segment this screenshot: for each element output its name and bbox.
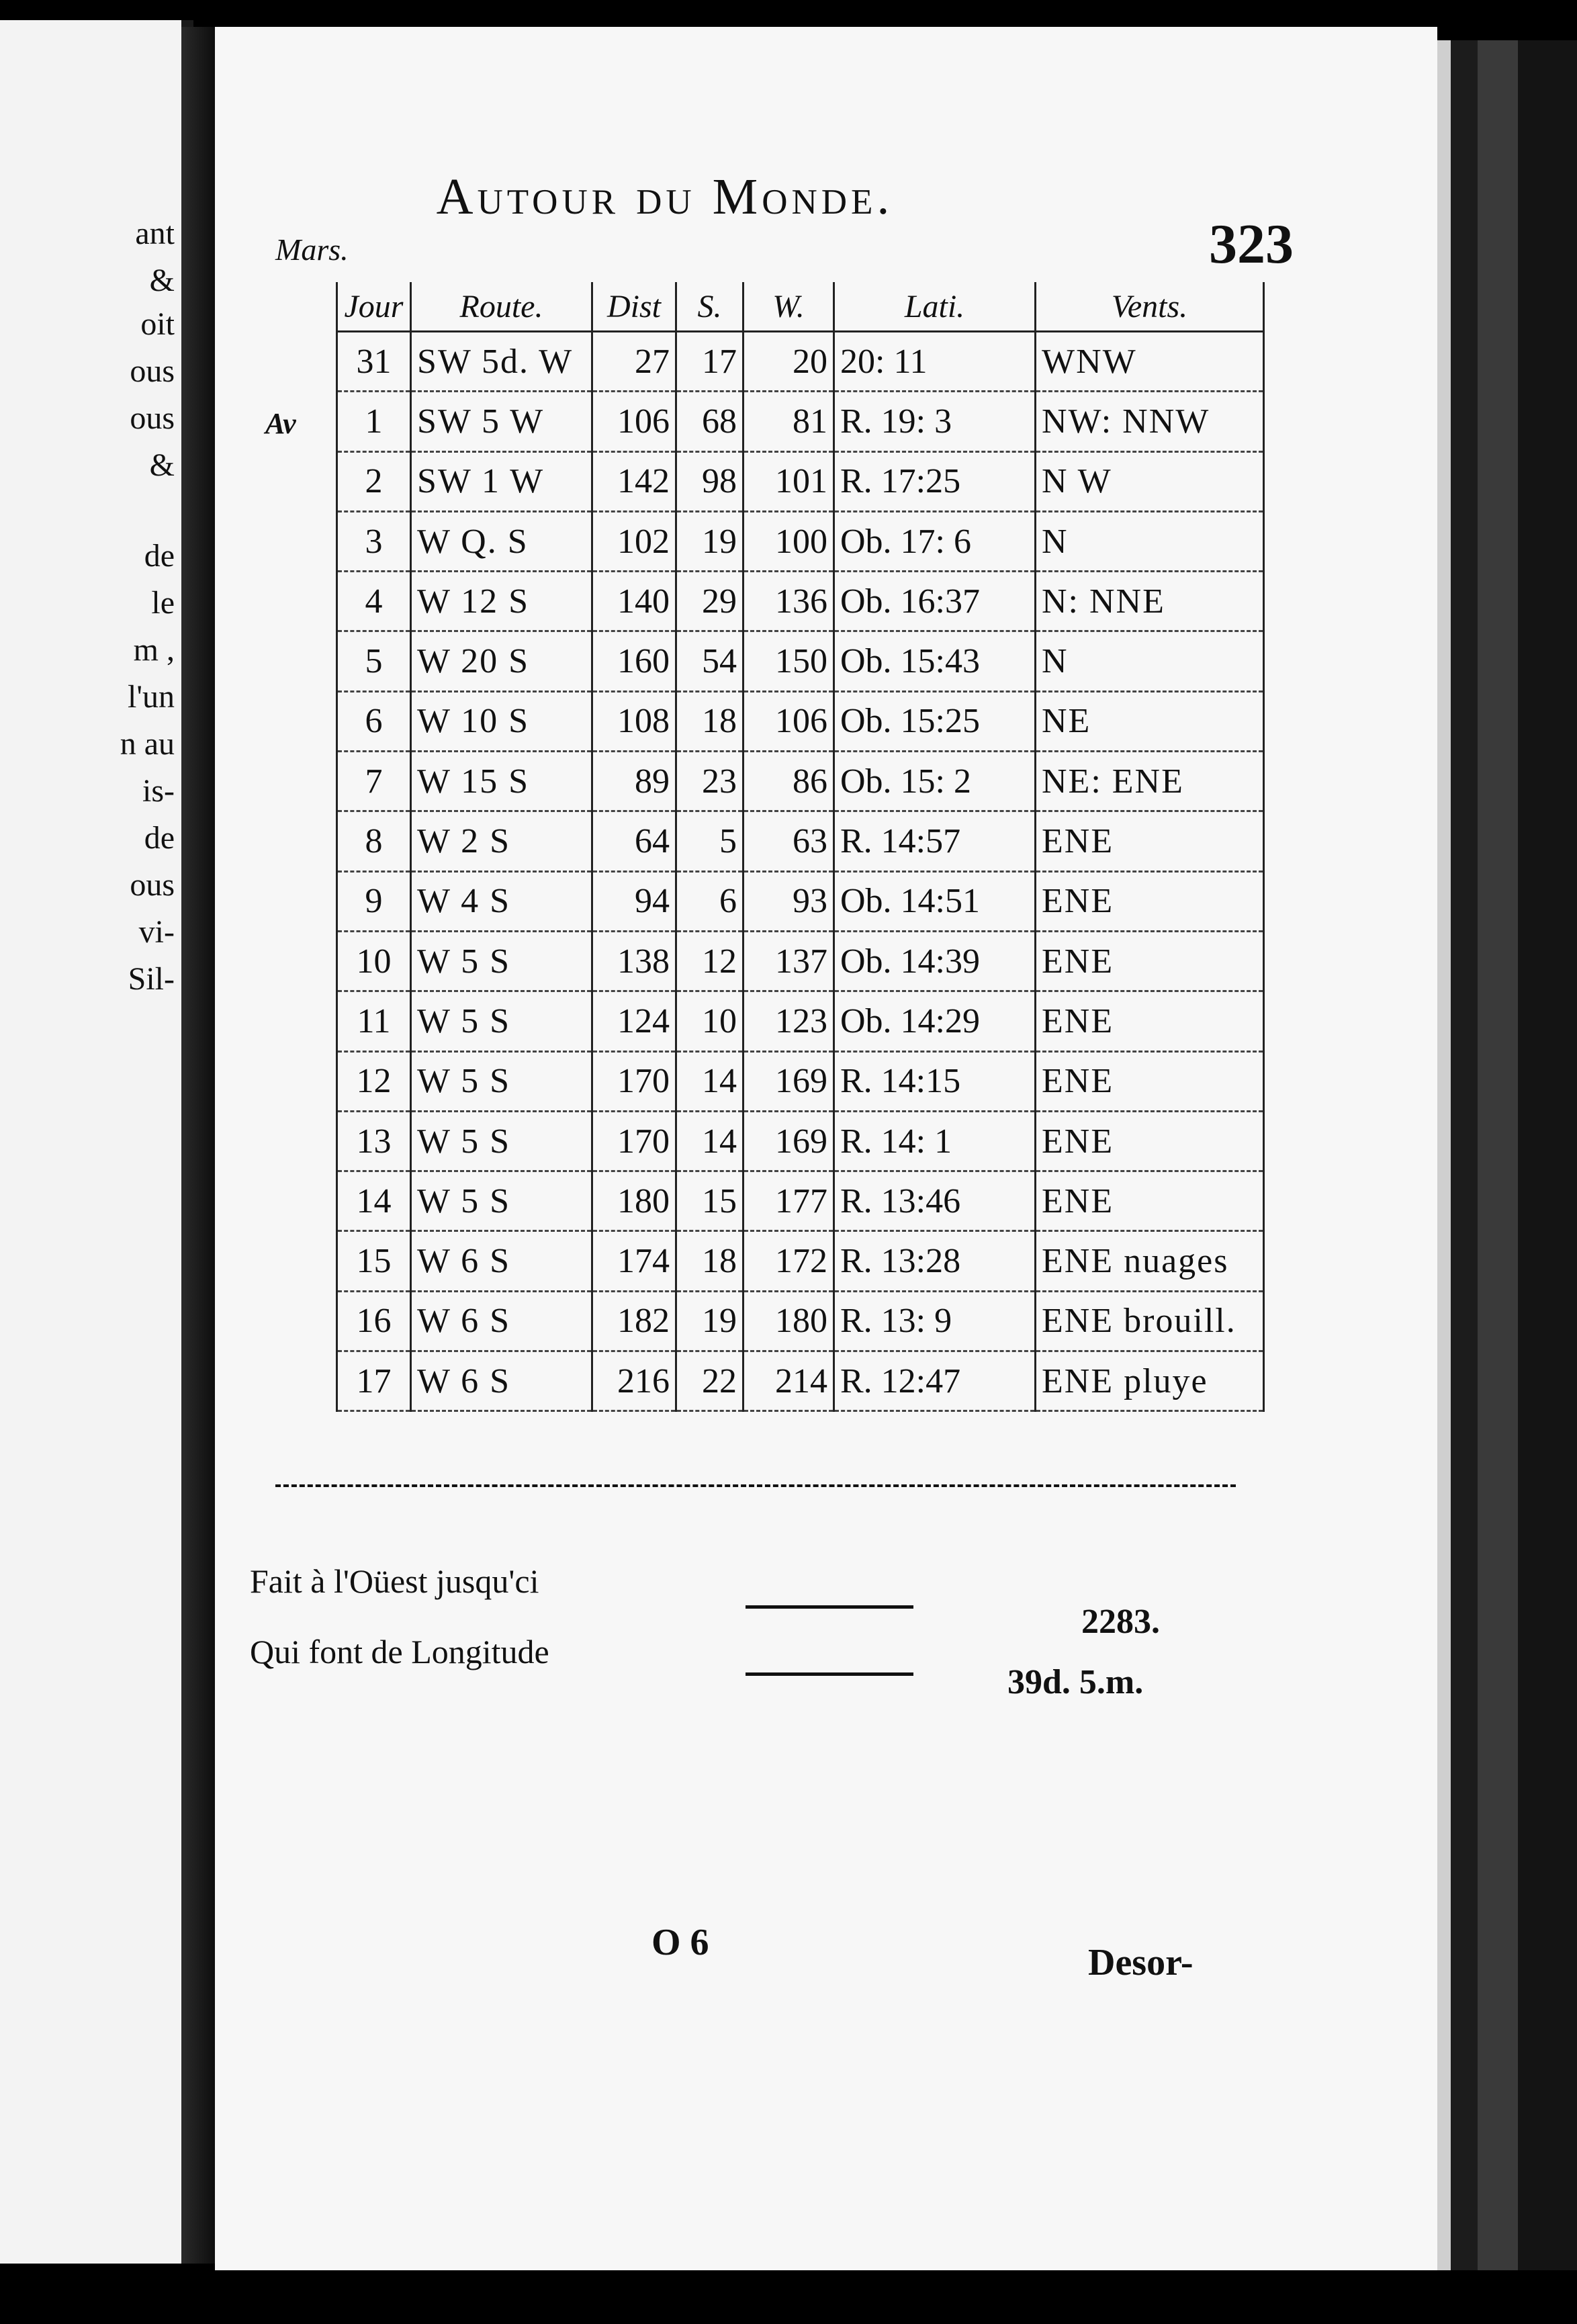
cell-latitude: Ob. 15: 2: [834, 752, 1036, 811]
cell-dist: 102: [592, 511, 676, 571]
left-page-fragment-text: de: [144, 820, 175, 856]
cell-day: 11: [337, 991, 411, 1051]
cell-route: SW 5 W: [411, 392, 592, 451]
header-jour: Jour: [337, 282, 411, 332]
cell-route: W 5 S: [411, 1171, 592, 1231]
cell-west: 20: [744, 332, 834, 392]
catchword: Desor-: [1088, 1942, 1193, 1983]
running-head: Autour du Monde.: [436, 169, 894, 225]
cell-west: 180: [744, 1291, 834, 1351]
cell-dist: 108: [592, 691, 676, 751]
cell-day: 3: [337, 511, 411, 571]
cell-route: W 15 S: [411, 752, 592, 811]
left-page-fragment-text: Sil-: [128, 961, 175, 997]
cell-dist: 106: [592, 392, 676, 451]
summary-label-longitude: Qui font de Longitude: [250, 1633, 549, 1670]
left-page-fragment-text: ant: [135, 216, 175, 251]
cell-day: 14: [337, 1171, 411, 1231]
cell-west: 63: [744, 811, 834, 871]
cell-dist: 216: [592, 1351, 676, 1411]
table-row: [337, 332, 1264, 392]
cell-winds: ENE pluye: [1036, 1351, 1264, 1411]
left-page-fragment-text: m ,: [133, 632, 175, 668]
table-row: [337, 572, 1264, 631]
cell-winds: NE: [1036, 691, 1264, 751]
table-row: [337, 1051, 1264, 1111]
table-row: [337, 871, 1264, 931]
cell-latitude: R. 13:28: [834, 1231, 1036, 1291]
header-route: Route.: [411, 282, 592, 332]
cell-south: 14: [676, 1051, 744, 1111]
cell-winds: NE: ENE: [1036, 752, 1264, 811]
cell-day: 2: [337, 451, 411, 511]
cell-west: 169: [744, 1111, 834, 1171]
left-page-fragment-text: ous: [130, 353, 175, 389]
left-page-fragment-text: le: [151, 585, 175, 621]
cell-south: 98: [676, 451, 744, 511]
header-s: S.: [676, 282, 744, 332]
header-lati: Lati.: [834, 282, 1036, 332]
cell-latitude: R. 13:46: [834, 1171, 1036, 1231]
table-header-row: [337, 282, 1264, 332]
cell-west: 150: [744, 631, 834, 691]
cell-winds: N: [1036, 631, 1264, 691]
cell-route: W 4 S: [411, 871, 592, 931]
table-row: [337, 1351, 1264, 1411]
cell-day: 16: [337, 1291, 411, 1351]
table-row: [337, 931, 1264, 991]
left-page-fragment-text: ous: [130, 867, 175, 903]
page-edge: [1437, 40, 1577, 2270]
cell-latitude: Ob. 14:29: [834, 991, 1036, 1051]
cell-south: 15: [676, 1171, 744, 1231]
cell-winds: ENE: [1036, 991, 1264, 1051]
cell-route: W Q. S: [411, 511, 592, 571]
cell-latitude: R. 14:15: [834, 1051, 1036, 1111]
cell-route: W 12 S: [411, 572, 592, 631]
table-end-rule: [275, 1484, 1236, 1487]
cell-latitude: R. 14:57: [834, 811, 1036, 871]
cell-west: 177: [744, 1171, 834, 1231]
left-page-fragment-text: oit: [140, 306, 175, 342]
cell-south: 22: [676, 1351, 744, 1411]
left-page-fragment-text: l'un: [128, 679, 175, 715]
cell-route: W 5 S: [411, 1111, 592, 1171]
cell-route: SW 5d. W: [411, 332, 592, 392]
book-gutter: [181, 27, 218, 2264]
cell-dist: 170: [592, 1111, 676, 1171]
cell-latitude: Ob. 17: 6: [834, 511, 1036, 571]
cell-west: 169: [744, 1051, 834, 1111]
month-label: Mars.: [275, 232, 349, 267]
cell-dist: 94: [592, 871, 676, 931]
cell-winds: N W: [1036, 451, 1264, 511]
table-row: [337, 1111, 1264, 1171]
left-page-fragment-text: ous: [130, 400, 175, 436]
table-row: [337, 451, 1264, 511]
cell-dist: 124: [592, 991, 676, 1051]
cell-south: 19: [676, 1291, 744, 1351]
cell-day: 6: [337, 691, 411, 751]
cell-winds: N: [1036, 511, 1264, 571]
table-row: [337, 691, 1264, 751]
cell-latitude: Ob. 15:25: [834, 691, 1036, 751]
table-row: [337, 392, 1264, 451]
cell-west: 214: [744, 1351, 834, 1411]
cell-winds: NW: NNW: [1036, 392, 1264, 451]
cell-south: 19: [676, 511, 744, 571]
summary-leader-1: [746, 1605, 913, 1609]
cell-south: 54: [676, 631, 744, 691]
cell-route: W 6 S: [411, 1231, 592, 1291]
table-row: [337, 811, 1264, 871]
cell-west: 86: [744, 752, 834, 811]
summary-value-longitude: 39d. 5.m.: [1007, 1663, 1144, 1701]
cell-dist: 89: [592, 752, 676, 811]
cell-latitude: Ob. 14:39: [834, 931, 1036, 991]
cell-latitude: Ob. 14:51: [834, 871, 1036, 931]
left-page-fragment: [0, 20, 193, 2264]
navigation-log-table: [336, 282, 1265, 1412]
page-number: 323: [1209, 213, 1294, 275]
cell-latitude: Ob. 16:37: [834, 572, 1036, 631]
cell-west: 137: [744, 931, 834, 991]
cell-west: 93: [744, 871, 834, 931]
cell-day: 1: [337, 392, 411, 451]
cell-west: 123: [744, 991, 834, 1051]
summary-label-west: Fait à l'Oüest jusqu'ci: [250, 1562, 539, 1600]
cell-south: 29: [676, 572, 744, 631]
cell-winds: ENE: [1036, 931, 1264, 991]
cell-west: 172: [744, 1231, 834, 1291]
table-row: [337, 631, 1264, 691]
cell-south: 12: [676, 931, 744, 991]
cell-winds: N: NNE: [1036, 572, 1264, 631]
cell-south: 18: [676, 1231, 744, 1291]
header-dist: Dist: [592, 282, 676, 332]
margin-label: Av: [265, 407, 296, 440]
cell-dist: 27: [592, 332, 676, 392]
cell-west: 101: [744, 451, 834, 511]
cell-latitude: R. 19: 3: [834, 392, 1036, 451]
cell-winds: ENE: [1036, 1051, 1264, 1111]
cell-day: 17: [337, 1351, 411, 1411]
cell-day: 13: [337, 1111, 411, 1171]
summary-leader-2: [746, 1672, 913, 1676]
cell-route: W 5 S: [411, 931, 592, 991]
cell-dist: 180: [592, 1171, 676, 1231]
cell-dist: 64: [592, 811, 676, 871]
cell-south: 6: [676, 871, 744, 931]
left-page-fragment-text: vi-: [138, 914, 175, 950]
cell-route: W 10 S: [411, 691, 592, 751]
left-page-fragment-text: n au: [120, 726, 175, 762]
cell-route: W 6 S: [411, 1291, 592, 1351]
cell-south: 18: [676, 691, 744, 751]
cell-day: 15: [337, 1231, 411, 1291]
cell-latitude: Ob. 15:43: [834, 631, 1036, 691]
cell-latitude: R. 13: 9: [834, 1291, 1036, 1351]
left-page-fragment-text: &: [149, 263, 175, 298]
cell-dist: 170: [592, 1051, 676, 1111]
cell-day: 9: [337, 871, 411, 931]
cell-latitude: R. 17:25: [834, 451, 1036, 511]
cell-day: 12: [337, 1051, 411, 1111]
table-row: [337, 1171, 1264, 1231]
table-body: [337, 332, 1264, 1411]
cell-route: W 5 S: [411, 991, 592, 1051]
cell-west: 81: [744, 392, 834, 451]
cell-dist: 182: [592, 1291, 676, 1351]
table-row: [337, 991, 1264, 1051]
cell-day: 4: [337, 572, 411, 631]
cell-dist: 160: [592, 631, 676, 691]
table-row: [337, 511, 1264, 571]
cell-south: 5: [676, 811, 744, 871]
cell-south: 68: [676, 392, 744, 451]
cell-day: 31: [337, 332, 411, 392]
cell-day: 8: [337, 811, 411, 871]
table-row: [337, 752, 1264, 811]
cell-dist: 142: [592, 451, 676, 511]
cell-winds: ENE: [1036, 1171, 1264, 1231]
cell-route: W 2 S: [411, 811, 592, 871]
cell-south: 10: [676, 991, 744, 1051]
cell-west: 100: [744, 511, 834, 571]
cell-south: 23: [676, 752, 744, 811]
left-page-fragment-text: de: [144, 538, 175, 574]
cell-day: 7: [337, 752, 411, 811]
summary-value-west: 2283.: [1081, 1603, 1160, 1641]
cell-latitude: R. 14: 1: [834, 1111, 1036, 1171]
cell-west: 136: [744, 572, 834, 631]
cell-dist: 140: [592, 572, 676, 631]
cell-winds: ENE: [1036, 871, 1264, 931]
header-vents: Vents.: [1036, 282, 1264, 332]
cell-latitude: R. 12:47: [834, 1351, 1036, 1411]
header-w: W.: [744, 282, 834, 332]
cell-route: W 6 S: [411, 1351, 592, 1411]
cell-dist: 138: [592, 931, 676, 991]
cell-winds: ENE brouill.: [1036, 1291, 1264, 1351]
cell-route: W 5 S: [411, 1051, 592, 1111]
cell-west: 106: [744, 691, 834, 751]
cell-day: 5: [337, 631, 411, 691]
cell-winds: ENE: [1036, 811, 1264, 871]
cell-south: 17: [676, 332, 744, 392]
cell-route: W 20 S: [411, 631, 592, 691]
cell-south: 14: [676, 1111, 744, 1171]
cell-day: 10: [337, 931, 411, 991]
cell-winds: ENE: [1036, 1111, 1264, 1171]
table-row: [337, 1231, 1264, 1291]
cell-winds: ENE nuages: [1036, 1231, 1264, 1291]
signature-mark: O 6: [651, 1922, 709, 1963]
cell-dist: 174: [592, 1231, 676, 1291]
left-page-fragment-text: &: [149, 447, 175, 483]
cell-latitude: 20: 11: [834, 332, 1036, 392]
table-row: [337, 1291, 1264, 1351]
cell-route: SW 1 W: [411, 451, 592, 511]
cell-winds: WNW: [1036, 332, 1264, 392]
left-page-fragment-text: is-: [142, 773, 175, 809]
